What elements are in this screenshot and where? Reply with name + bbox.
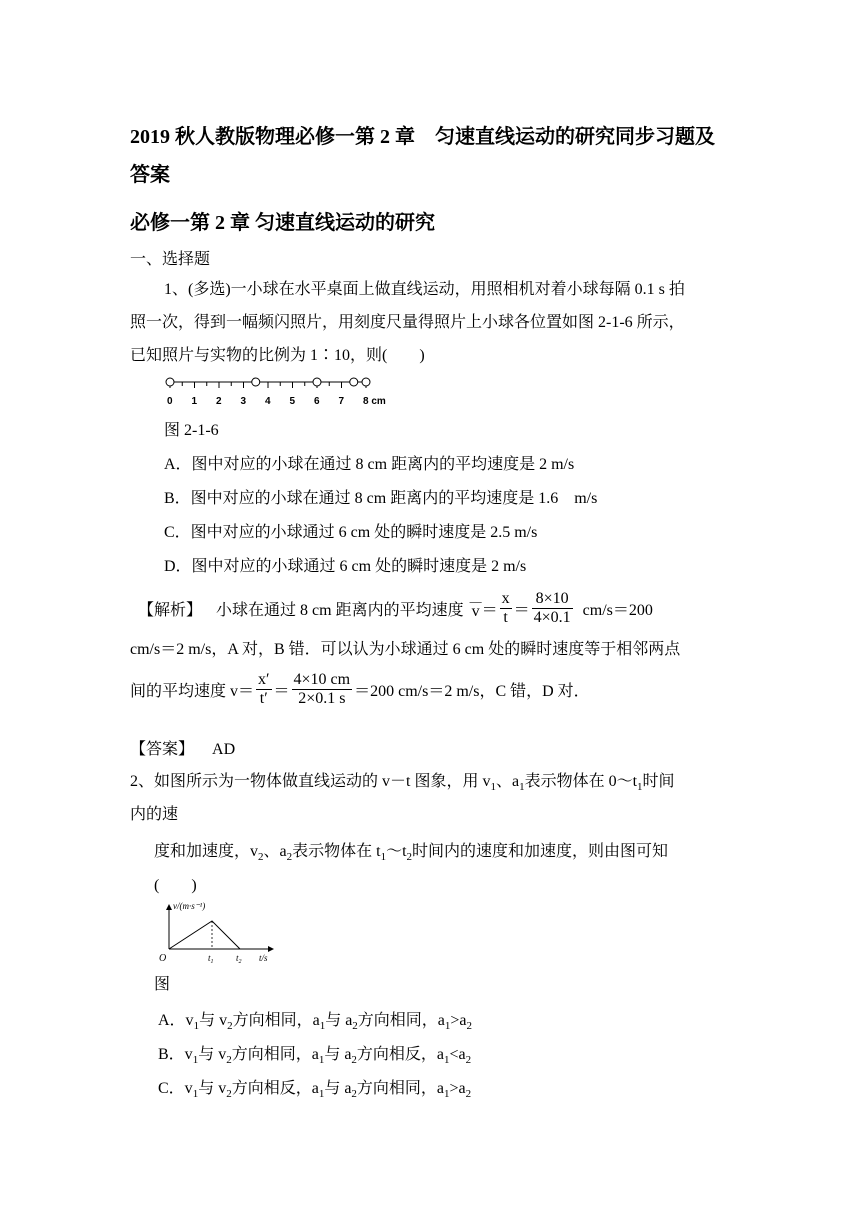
q2-option-c: C．$v_1$与 $v_2$方向相反，$a_1$与 $a_2$方向相同，$a_1>a_2$	[158, 1080, 472, 1101]
ruler-tick-label: 7	[338, 396, 345, 407]
velocity-line	[169, 921, 240, 949]
fraction-x-prime-over-t-prime: $\frac{x'}{t'}$	[258, 670, 270, 707]
average-velocity-symbol: — v	[469, 594, 482, 620]
q1-line3: 已知照片与实物的比例为 1∶10，则( )	[130, 347, 425, 364]
ruler-ticks	[170, 382, 366, 388]
document-title-line2: 答案	[130, 164, 170, 186]
fraction-numeric-2: $\frac{4\times 10 cm}{2\times 0.1 s}$	[293, 670, 351, 707]
q1-option-d: D．图中对应的小球通过 6 cm 处的瞬时速度是 2 m/s	[164, 558, 527, 575]
fraction-x-over-t: $\frac{x}{t}$	[501, 589, 510, 626]
origin-label: O	[159, 953, 167, 964]
t1-label: $t_1$	[208, 953, 214, 965]
x-axis-label: t/s	[259, 953, 268, 963]
q1-figure-caption: 图 2-1-6	[164, 422, 219, 439]
ruler-figure	[158, 372, 398, 408]
document-title-line1: 2019 秋人教版物理必修一第 2 章 匀速直线运动的研究同步习题及	[130, 126, 715, 148]
q1-analysis-line2: cm/s＝2 m/s，A 对，B 错．可以认为小球通过 6 cm 处的瞬时速度等于相邻两点	[130, 641, 681, 658]
q1-analysis-line1	[138, 588, 653, 628]
vt-graph	[155, 897, 285, 967]
q1-answer	[130, 736, 235, 759]
q1-line2: 照一次，得到一幅频闪照片，用刻度尺量得照片上小球各位置如图 2-1-6 所示，	[130, 314, 685, 331]
ruler-tick-label: 8 cm	[363, 396, 386, 407]
q1-analysis-line3	[130, 668, 590, 710]
q2-figure-caption: 图	[154, 976, 171, 993]
analysis-text-b: cm/s＝200	[582, 601, 653, 619]
analysis-label: 【解析】	[138, 601, 203, 619]
q1-line1: 1、(多选)一小球在水平桌面上做直线运动，用照相机对着小球每隔 0.1 s 拍	[164, 281, 685, 298]
fraction-numeric-1: $\frac{8\times 10}{4\times 0.1}$	[533, 589, 571, 626]
ball-position	[350, 378, 358, 386]
q2-line3: 度和加速度，$v_2$、$a_2$表示物体在 $t_1\sim t_2$时间内的速度和加速度，则由图可知	[154, 843, 669, 864]
analysis-line3-text: 间的平均速度 v＝	[130, 682, 255, 700]
answer-value: AD	[212, 741, 236, 758]
ball-position	[166, 378, 174, 386]
ball-position	[313, 378, 321, 386]
ruler-tick-label: 5	[289, 396, 296, 407]
equals-sign: ＝	[513, 601, 530, 619]
analysis-line3-result: ＝200 cm/s＝2 m/s，C 错，D 对．	[354, 682, 590, 700]
q2-option-a: A．$v_1$与 $v_2$方向相同，$a_1$与 $a_2$方向相同，$a_1>a_2$	[158, 1012, 473, 1033]
q1-option-b: B．图中对应的小球在通过 8 cm 距离内的平均速度是 1.6 m/s	[164, 490, 598, 507]
analysis-text-a: 小球在通过 8 cm 距离内的平均速度	[216, 601, 464, 619]
ruler-tick-label: 2	[216, 396, 222, 407]
equals-sign: ＝	[481, 601, 498, 619]
ball-position	[362, 378, 370, 386]
ruler-tick-label: 4	[265, 396, 271, 407]
t2-label: $t_2$	[236, 953, 242, 965]
q2-line1: 2、如图所示为一物体做直线运动的 v－t 图象，用 $v_1$、$a_1$表示物体在 $0\sim t_1$时间	[130, 773, 675, 794]
q2-line4: ( )	[154, 877, 197, 894]
ruler-tick-label: 3	[240, 396, 247, 407]
ball-position	[252, 378, 260, 386]
ruler-tick-label: 0	[167, 396, 173, 407]
answer-label: 【答案】	[130, 741, 195, 758]
ruler-labels	[167, 396, 386, 407]
ruler-tick-label: 1	[191, 396, 198, 407]
y-axis-label: v/(m·s⁻¹)	[173, 901, 206, 911]
ruler-tick-label: 6	[314, 396, 320, 407]
q1-option-c: C．图中对应的小球通过 6 cm 处的瞬时速度是 2.5 m/s	[164, 524, 538, 541]
equals-sign: ＝	[273, 682, 290, 700]
q1-option-a: A．图中对应的小球在通过 8 cm 距离内的平均速度是 2 m/s	[164, 456, 575, 473]
section-heading: 一、选择题	[130, 251, 211, 268]
q2-option-b: B．$v_1$与 $v_2$方向相同，$a_1$与 $a_2$方向相反，$a_1<a_2$	[158, 1046, 472, 1067]
q2-line2: 内的速	[130, 806, 179, 823]
chapter-heading: 必修一第 2 章 匀速直线运动的研究	[130, 212, 435, 234]
